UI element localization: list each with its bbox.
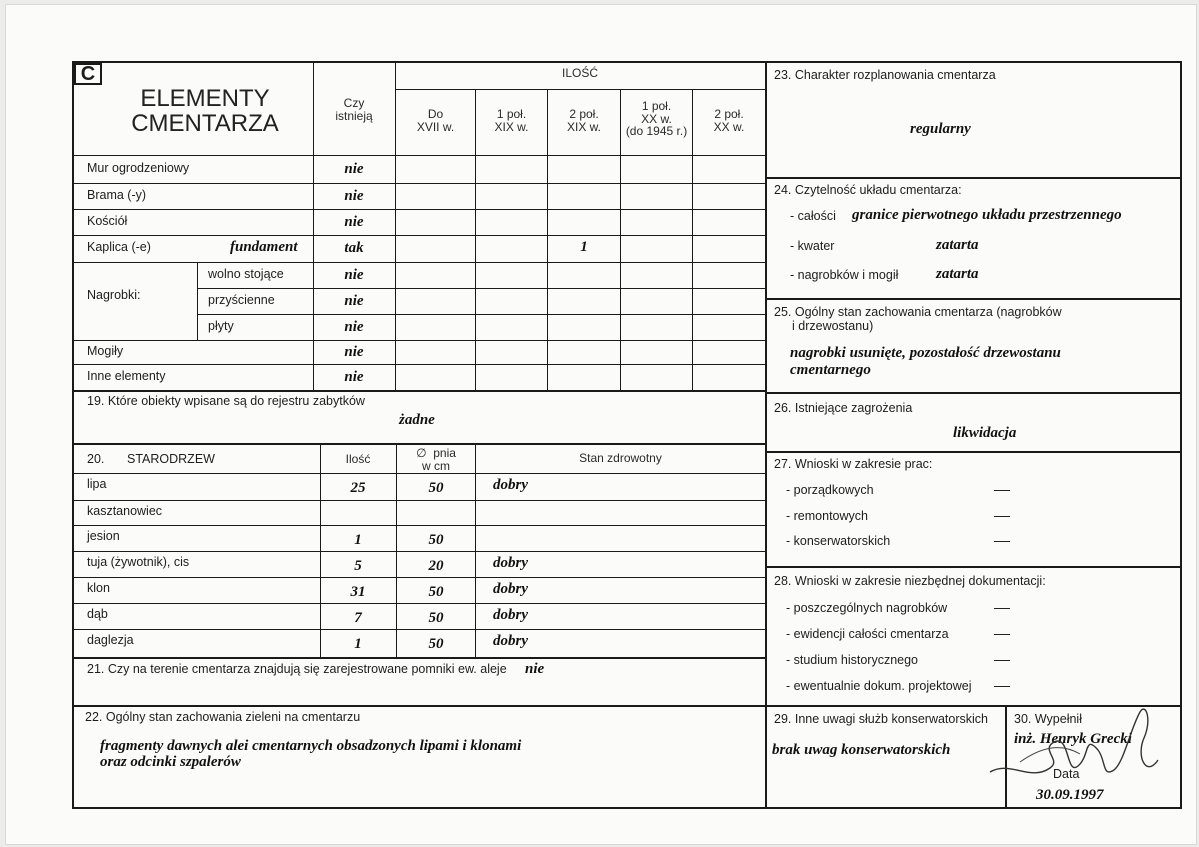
q27-dash: [994, 541, 1010, 542]
tree-row-qty: 7: [354, 610, 362, 626]
grid-line: [197, 262, 198, 340]
elements-title: ELEMENTY CMENTARZA: [131, 85, 279, 138]
grid-line: [72, 525, 765, 526]
q28-item: - studium historycznego: [786, 653, 919, 667]
period-header: 2 poł. XX w.: [713, 107, 745, 134]
q22-answer-line2: oraz odcinki szpalerów: [100, 754, 241, 770]
grid-line: [692, 89, 693, 391]
period-header: 1 poł. XIX w.: [494, 107, 529, 134]
grid-line: [72, 500, 765, 501]
q29-label: 29. Inne uwagi służb konserwatorskich: [774, 712, 989, 726]
element-row-exists: nie: [344, 267, 364, 283]
grid-line: [475, 443, 476, 657]
element-row-label: Kaplica (-e): [87, 240, 151, 254]
q19-label: 19. Które obiekty wpisane są do rejestru zabytków: [87, 394, 365, 408]
trees-header-num: 20.: [87, 452, 105, 466]
q25-answer-line2: cmentarnego: [790, 362, 871, 378]
q26-label: 26. Istniejące zagrożenia: [774, 401, 913, 415]
q30-label: 30. Wypełnił: [1014, 712, 1082, 726]
tree-row-qty: 5: [354, 558, 362, 574]
tree-row-state: dobry: [493, 633, 528, 649]
element-row-exists: nie: [344, 369, 364, 385]
grid-line: [765, 451, 1182, 453]
grid-line: [72, 443, 765, 445]
q24-label: 24. Czytelność układu cmentarza:: [774, 183, 962, 197]
q24-item-answer: zatarta: [936, 266, 979, 282]
grid-line: [197, 314, 765, 315]
trees-col-state: Stan zdrowotny: [579, 451, 662, 465]
grid-line: [72, 390, 765, 392]
q22-answer-line1: fragmenty dawnych alei cmentarnych obsadzonych lipami i klonami: [100, 738, 522, 754]
period-header: 1 poł. XX w. (do 1945 r.): [625, 99, 688, 139]
card-letter: C: [74, 63, 102, 85]
q24-item-answer: zatarta: [936, 237, 979, 253]
element-row-label: Mogiły: [87, 344, 124, 358]
element-row-label: Inne elementy: [87, 369, 166, 383]
element-row-label: Mur ogrodzeniowy: [87, 160, 190, 175]
graves-label: Nagrobki:: [87, 288, 141, 302]
grid-line: [765, 392, 1182, 394]
q30-name: inż. Henryk Grecki: [1014, 731, 1132, 747]
tree-row-diam: 50: [428, 532, 444, 548]
tree-row-name: kasztanowiec: [87, 504, 163, 518]
q24-item-answer: granice pierwotnego układu przestrzennego: [852, 207, 1122, 223]
period-header: Do XVII w.: [416, 107, 455, 134]
q23-label: 23. Charakter rozplanowania cmentarza: [774, 68, 996, 82]
element-row-exists: nie: [344, 214, 364, 230]
grid-line: [72, 473, 765, 474]
tree-row-name: lipa: [87, 477, 107, 491]
element-row-label: płyty: [208, 318, 234, 333]
element-row-exists: nie: [344, 160, 364, 177]
q28-dash: [994, 686, 1010, 687]
tree-row-state: dobry: [493, 477, 528, 493]
tree-row-name: jesion: [87, 529, 120, 543]
q25-label-line2: i drzewostanu): [792, 319, 874, 333]
q28-item: - ewidencji całości cmentarza: [786, 627, 949, 641]
tree-row-qty: 1: [354, 636, 362, 652]
q27-item: - remontowych: [786, 509, 868, 523]
grid-line: [72, 155, 765, 156]
grid-line: [72, 340, 765, 341]
tree-row-qty: 31: [350, 584, 366, 600]
grid-line: [72, 364, 765, 365]
trees-col-qty: Ilość: [345, 452, 371, 466]
q22-label: 22. Ogólny stan zachowania zieleni na cmentarzu: [85, 710, 361, 724]
q25-answer-line1: nagrobki usunięte, pozostałość drzewostanu: [790, 345, 1061, 361]
tree-row-state: dobry: [493, 555, 528, 571]
element-row-exists: nie: [344, 293, 364, 309]
q24-item-label: - nagrobków i mogił: [790, 268, 899, 282]
q27-item: - porządkowych: [786, 483, 874, 497]
signature-icon: [980, 690, 1170, 800]
element-row-exists: nie: [344, 344, 364, 360]
grid-line: [765, 177, 1182, 179]
tree-row-name: klon: [87, 581, 110, 595]
tree-row-diam: 50: [428, 584, 444, 600]
element-row-label: Brama (-y): [87, 188, 147, 202]
column-divider: [765, 61, 767, 809]
grid-line: [72, 577, 765, 578]
q23-answer: regularny: [910, 121, 971, 137]
q30-date-label: Data: [1053, 767, 1080, 781]
q21-answer: nie: [525, 661, 545, 677]
trees-header-title: STARODRZEW: [127, 452, 215, 466]
tree-row-qty: 25: [350, 480, 366, 496]
tree-row-name: dąb: [87, 607, 108, 621]
q28-dash: [994, 608, 1010, 609]
q21-label: 21. Czy na terenie cmentarza znajdują się zarejestrowane pomniki ew. aleje: [87, 662, 507, 676]
grid-line: [72, 629, 765, 630]
grid-line: [72, 657, 765, 659]
q26-answer: likwidacja: [953, 425, 1017, 441]
q28-dash: [994, 634, 1010, 635]
element-row-note: fundament: [230, 239, 298, 255]
q28-item: - poszczególnych nagrobków: [786, 601, 948, 615]
grid-line: [72, 551, 765, 552]
grid-line: [72, 235, 765, 236]
tree-row-state: dobry: [493, 581, 528, 597]
col-header-exists: Czy istnieją: [335, 96, 373, 123]
grid-line: [197, 288, 765, 289]
period-header: 2 poł. XIX w.: [566, 107, 601, 134]
grid-line: [72, 209, 765, 210]
q19-answer: żadne: [399, 412, 435, 428]
q27-dash: [994, 490, 1010, 491]
qty-header: ILOŚĆ: [561, 66, 598, 80]
q24-item-label: - całości: [790, 209, 836, 223]
q28-item: - ewentualnie dokum. projektowej: [786, 679, 972, 693]
tree-row-diam: 50: [428, 636, 444, 652]
element-row-label: Kościół: [87, 214, 128, 228]
element-row-exists: nie: [344, 188, 364, 204]
q29-answer: brak uwag konserwatorskich: [772, 742, 951, 758]
q27-item: - konserwatorskich: [786, 534, 891, 548]
q30-date: 30.09.1997: [1036, 787, 1104, 803]
grid-line: [72, 603, 765, 604]
element-row-label: wolno stojące: [208, 267, 284, 281]
q27-dash: [994, 516, 1010, 517]
tree-row-diam: 20: [428, 558, 444, 574]
q24-item-label: - kwater: [790, 239, 835, 253]
tree-row-qty: 1: [354, 532, 362, 548]
tree-row-diam: 50: [428, 480, 444, 496]
grid-line: [475, 89, 476, 391]
q28-dash: [994, 660, 1010, 661]
element-row-qty: 1: [580, 239, 588, 255]
trees-col-diam: ∅ pnia w cm: [416, 446, 456, 473]
q28-label: 28. Wnioski w zakresie niezbędnej dokumentacji:: [774, 574, 1046, 588]
element-row-exists: tak: [344, 240, 364, 256]
tree-row-name: tuja (żywotnik), cis: [87, 555, 190, 569]
tree-row-state: dobry: [493, 607, 528, 623]
q25-label-line1: 25. Ogólny stan zachowania cmentarza (nagrobków: [774, 305, 1062, 319]
grid-line: [72, 262, 765, 263]
element-row-exists: nie: [344, 318, 364, 335]
grid-line: [765, 566, 1182, 568]
grid-line: [395, 89, 765, 90]
grid-line: [765, 298, 1182, 300]
element-row-label: przyścienne: [208, 293, 275, 307]
q27-label: 27. Wnioski w zakresie prac:: [774, 457, 933, 471]
grid-line: [72, 183, 765, 184]
tree-row-name: daglezja: [87, 633, 134, 647]
tree-row-diam: 50: [428, 610, 444, 626]
